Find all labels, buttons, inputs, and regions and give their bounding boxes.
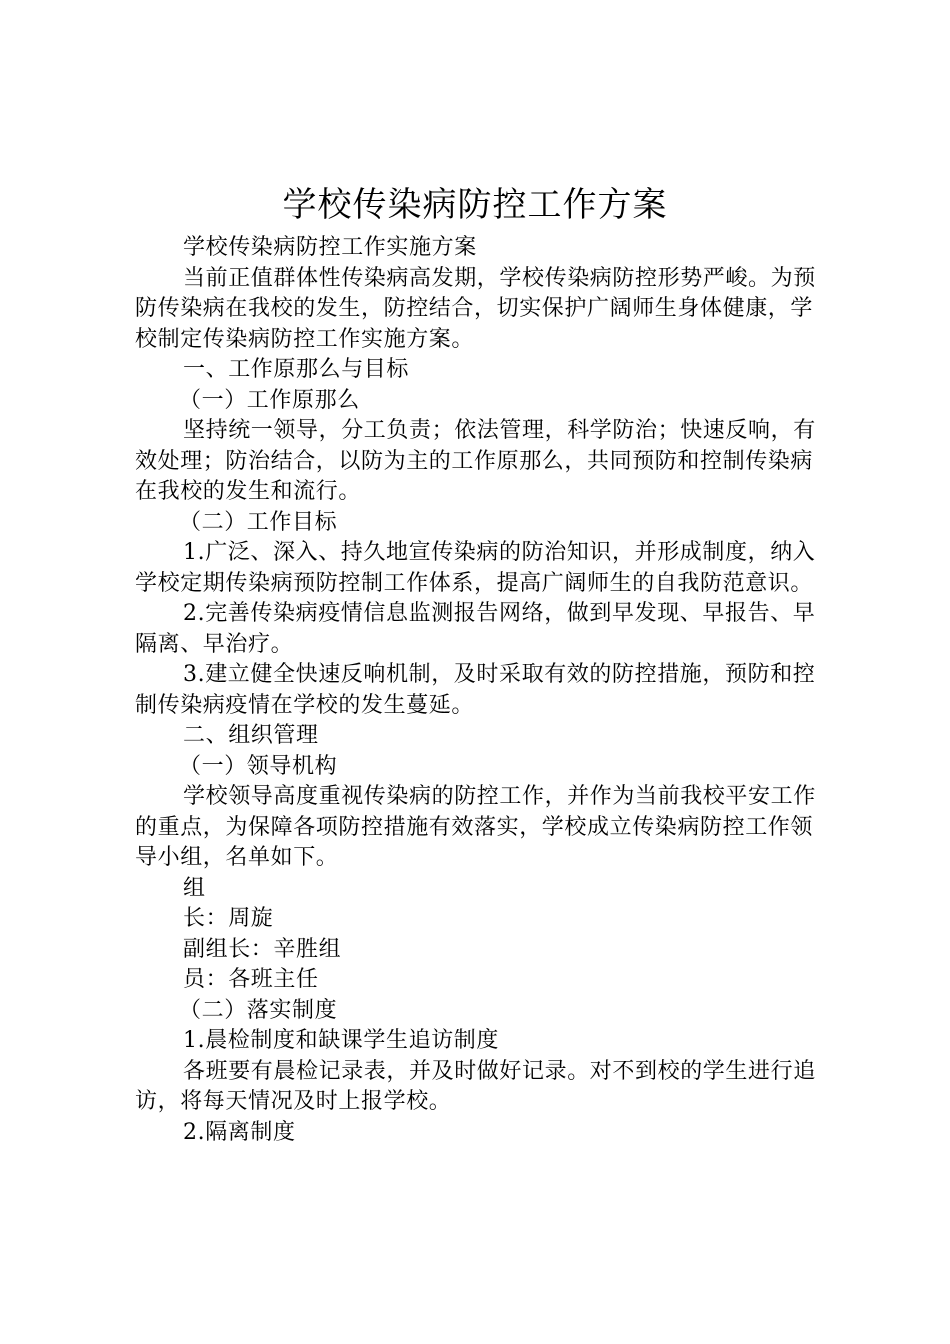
subsection-heading: （二）落实制度 bbox=[179, 997, 338, 1023]
subsection-heading: （一）工作原那么 bbox=[179, 387, 360, 413]
goal-item: 3.建立健全快速反响机制，及时采取有效的防控措施，预防和控制传染病疫情在学校的发生蔓延。 bbox=[135, 662, 816, 718]
principles-paragraph: 坚持统一领导，分工负责；依法管理，科学防治；快速反响，有效处理；防治结合，以防为主的工作原那么，共同预防和控制传染病在我校的发生和流行。 bbox=[135, 418, 816, 504]
rule-paragraph: 各班要有晨检记录表，并及时做好记录。对不到校的学生进行追访，将每天情况及时上报学校。 bbox=[135, 1058, 816, 1114]
subsection-heading: （一）领导机构 bbox=[179, 753, 338, 779]
member-line: 长：周旋 bbox=[183, 906, 274, 931]
subtitle-paragraph: 学校传染病防控工作实施方案 bbox=[183, 235, 477, 260]
document-body bbox=[135, 233, 825, 1148]
subsection-heading: （二）工作目标 bbox=[179, 509, 338, 535]
rule-heading: 1.晨检制度和缺课学生追访制度 bbox=[183, 1028, 499, 1053]
goal-item: 1.广泛、深入、持久地宣传染病的防治知识，并形成制度，纳入学校定期传染病预防控制工作体系，提高广阔师生的自我防范意识。 bbox=[135, 540, 816, 596]
member-line: 员：各班主任 bbox=[183, 967, 319, 992]
rule-heading: 2.隔离制度 bbox=[183, 1119, 296, 1145]
intro-paragraph: 当前正值群体性传染病高发期，学校传染病防控形势严峻。为预防传染病在我校的发生，防控结合，切实保护广阔师生身体健康，学校制定传染病防控工作实施方案。 bbox=[135, 265, 816, 352]
member-line: 副组长：辛胜组 bbox=[183, 936, 342, 962]
section-heading: 二、组织管理 bbox=[183, 723, 319, 748]
goal-item: 2.完善传染病疫情信息监测报告网络，做到早发现、早报告、早隔离、早治疗。 bbox=[135, 601, 816, 657]
leadership-paragraph: 学校领导高度重视传染病的防控工作，并作为当前我校平安工作的重点，为保障各项防控措施有效落实，学校成立传染病防控工作领导小组，名单如下。 bbox=[135, 784, 816, 870]
document-title: 学校传染病防控工作方案 bbox=[282, 185, 668, 225]
member-line: 组 bbox=[183, 875, 206, 901]
section-heading: 一、工作原那么与目标 bbox=[183, 357, 410, 382]
